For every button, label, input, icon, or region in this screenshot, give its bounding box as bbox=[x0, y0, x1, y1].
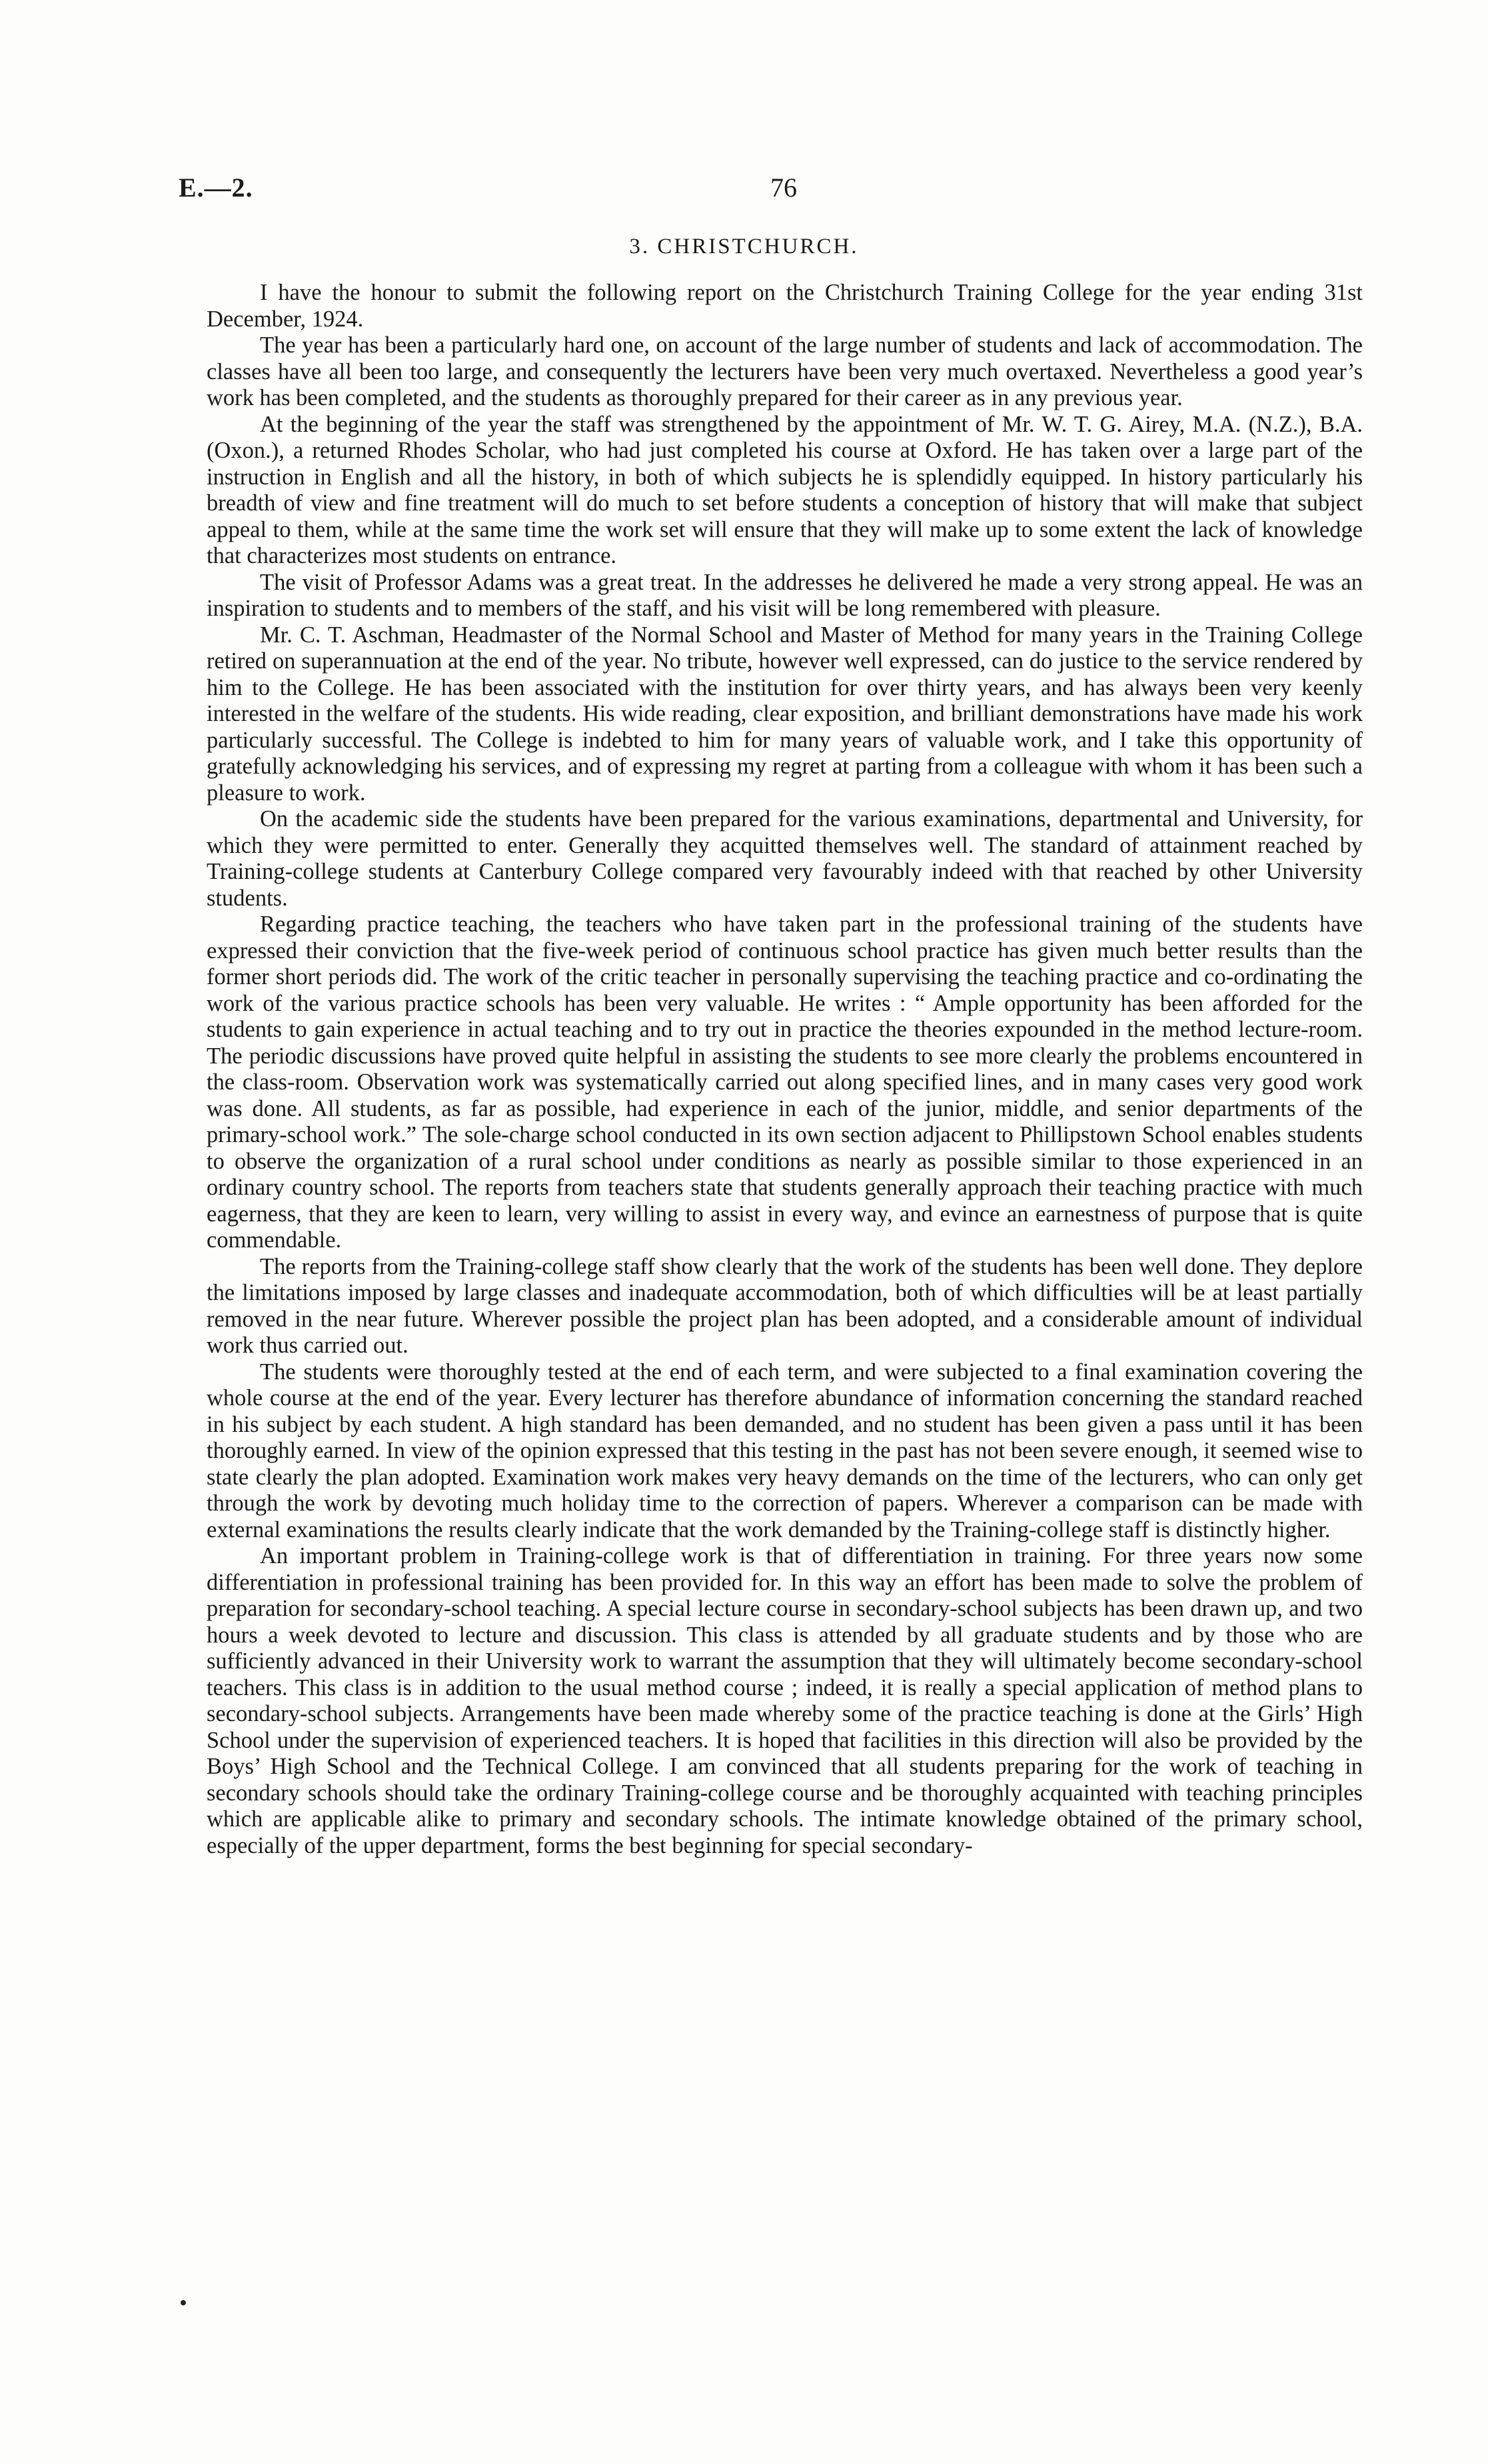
paragraph: Regarding practice teaching, the teachers who have taken part in the professional training of the students have expressed their conviction that the five-week period of continuous school practice has given much better results than the former short periods did. The work of the critic teacher in personally supervising the teaching practice and co-ordinating the work of the various practice schools has been very valuable. He writes : “ Ample opportunity has been afforded for the students to gain experience in actual teaching and to try out in practice the theories expounded in the method lecture-room. The periodic discussions have proved quite helpful in assisting the students to see more clearly the problems encountered in the class-room. Observation work was systematically carried out along specified lines, and in many cases very good work was done. All students, as far as possible, had experience in each of the junior, middle, and senior departments of the primary-school work.” The sole-charge school conducted in its own section adjacent to Phillipstown School enables students to observe the organization of a rural school under conditions as nearly as possible similar to those experienced in an ordinary country school. The reports from teachers state that students generally approach their teaching practice with much eagerness, that they are keen to learn, very willing to assist in every way, and evince an earnestness of purpose that is quite commendable. bbox=[207, 912, 1363, 1253]
section-title: 3. CHRISTCHURCH. bbox=[629, 235, 859, 259]
page-number: 76 bbox=[770, 173, 797, 203]
paragraph: An important problem in Training-college work is that of differentiation in training. For three years now some differentiation in professional training has been provided for. In this way an effort has been made to solve the problem of preparation for secondary-school teaching. A special lecture course in secondary-school subjects has been drawn up, and two hours a week devoted to lecture and discussion. This class is attended by all graduate students and by those who are sufficiently advanced in their University work to warrant the assumption that they will ultimately become secondary-school teachers. This class is in addition to the usual method course ; indeed, it is really a special application of method plans to secondary-school subjects. Arrangements have been made whereby some of the practice teaching is done at the Girls’ High School under the supervision of experienced teachers. It is hoped that facilities in this direction will also be provided by the Boys’ High School and the Technical College. I am convinced that all students preparing for the work of teaching in secondary schools should take the ordinary Training-college course and be thoroughly acquainted with teaching principles which are applicable alike to primary and secondary schools. The intimate knowledge obtained of the primary school, especially of the upper department, forms the best beginning for special secondary- bbox=[207, 1543, 1363, 1858]
paragraph: At the beginning of the year the staff was strengthened by the appointment of Mr. W. T. G. Airey, M.A. (N.Z.), B.A. (Oxon.), a returned Rhodes Scholar, who had just completed his course at Oxford. He has taken over a large part of the instruction in English and all the history, in both of which subjects he is splendidly equipped. In history particularly his breadth of view and fine treatment will do much to set before students a conception of history that will make that subject appeal to them, while at the same time the work set will ensure that they will make up to some extent the lack of knowledge that characterizes most students on entrance. bbox=[207, 411, 1363, 568]
report-body bbox=[207, 280, 1363, 1859]
paragraph: Mr. C. T. Aschman, Headmaster of the Normal School and Master of Method for many years in the Training College retired on superannuation at the end of the year. No tribute, however well expressed, can do justice to the service rendered by him to the College. He has been associated with the institution for over thirty years, and has always been very keenly interested in the welfare of the students. His wide reading, clear exposition, and brilliant demonstrations have made his work particularly successful. The College is indebted to him for many years of valuable work, and I take this opportunity of gratefully acknowledging his services, and of expressing my regret at parting from a colleague with whom it has been such a pleasure to work. bbox=[207, 622, 1363, 806]
paragraph: The reports from the Training-college staff show clearly that the work of the students has been well done. They deplore the limitations imposed by large classes and inadequate accommodation, both of which difficulties will be at least partially removed in the near future. Wherever possible the project plan has been adopted, and a considerable amount of individual work thus carried out. bbox=[207, 1253, 1363, 1358]
paragraph: On the academic side the students have been prepared for the various examinations, departmental and University, for which they were permitted to enter. Generally they acquitted themselves well. The standard of attainment reached by Training-college students at Canterbury College compared very favourably indeed with that reached by other University students. bbox=[207, 806, 1363, 911]
scan-speck bbox=[181, 2300, 186, 2305]
paragraph: The visit of Professor Adams was a great treat. In the addresses he delivered he made a very strong appeal. He was an inspiration to students and to members of the staff, and his visit will be long remembered with pleasure. bbox=[207, 569, 1363, 621]
paragraph: The year has been a particularly hard one, on account of the large number of students and lack of accommodation. The classes have all been too large, and consequently the lecturers have been very much overtaxed. Nevertheless a good year’s work has been completed, and the students as thoroughly prepared for their career as in any previous year. bbox=[207, 332, 1363, 410]
paragraph: The students were thoroughly tested at the end of each term, and were subjected to a final examination covering the whole course at the end of the year. Every lecturer has therefore abundance of information concerning the standard reached in his subject by each student. A high standard has been demanded, and no student has been given a pass until it has been thoroughly earned. In view of the opinion expressed that this testing in the past has not been severe enough, it seemed wise to state clearly the plan adopted. Examination work makes very heavy demands on the time of the lecturers, who can only get through the work by devoting much holiday time to the correction of papers. Wherever a comparison can be made with external examinations the results clearly indicate that the work demanded by the Training-college staff is distinctly higher. bbox=[207, 1359, 1363, 1542]
paragraph: I have the honour to submit the following report on the Christchurch Training College for the year ending 31st December, 1924. bbox=[207, 280, 1363, 332]
document-reference: E.—2. bbox=[179, 173, 253, 203]
